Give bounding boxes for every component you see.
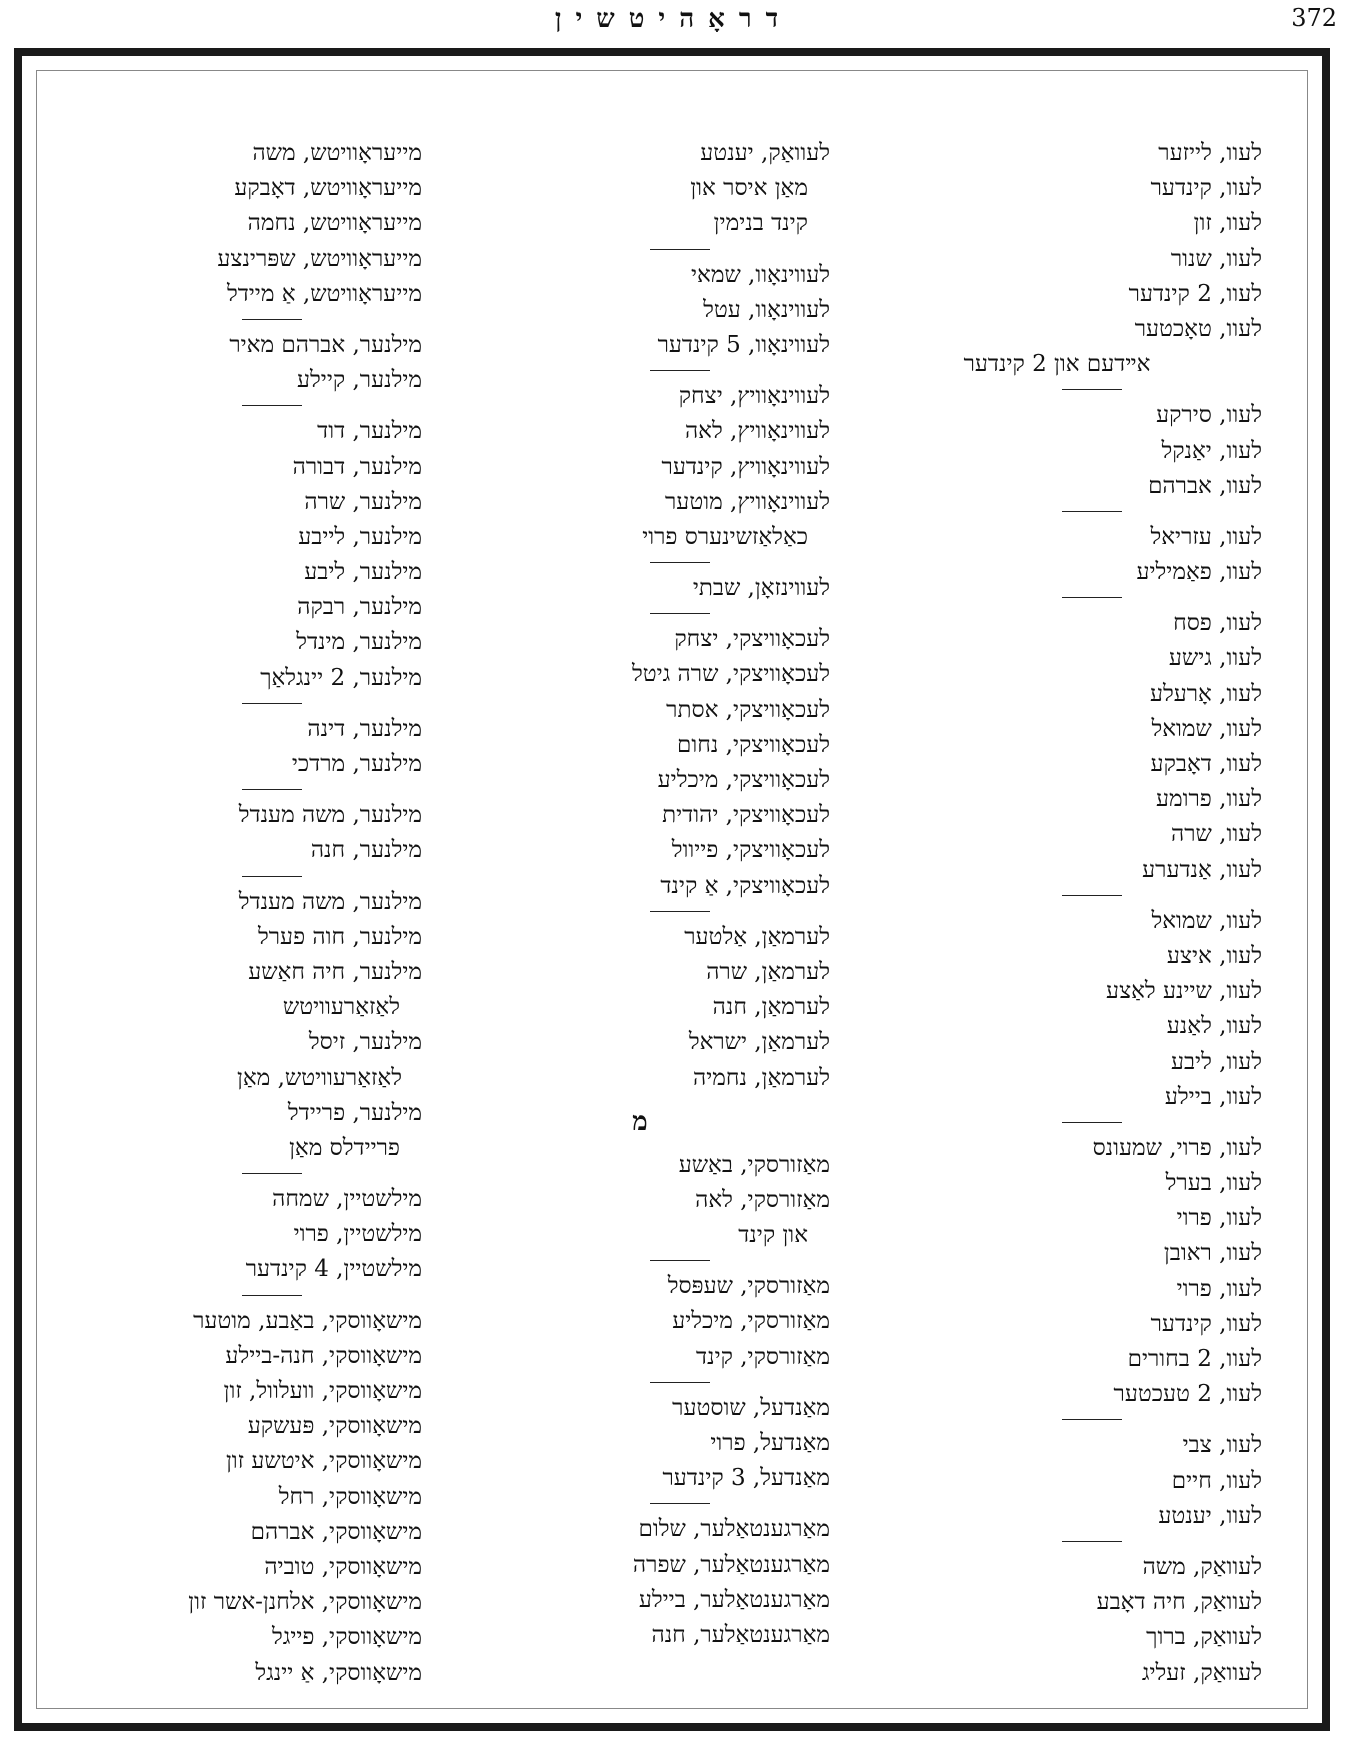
name-entry: מילנער, חיה חאַשע xyxy=(248,958,422,985)
name-entry: לעוו, גישע xyxy=(1168,645,1262,672)
name-entry: מייעראָוויטש, משה xyxy=(252,140,422,166)
name-entry: מילנער, אברהם מאיר xyxy=(229,331,422,358)
name-entry: מאַן איסר און xyxy=(690,175,808,202)
section-divider xyxy=(852,590,1262,606)
name-entry: לערמאַן, נחמיה xyxy=(693,1064,830,1091)
name-entry: מישאָווסקי, טוביה xyxy=(264,1553,422,1580)
name-entry: מאַרגענטאַלער, חנה xyxy=(651,1621,830,1648)
section-divider xyxy=(42,696,422,712)
name-entry: מייעראָוויטש, שפּרינצע xyxy=(217,245,422,272)
name-entry: לעוו, ליבע xyxy=(1170,1048,1262,1075)
name-entry: מילנער, ליבע xyxy=(304,559,422,586)
name-entry: מישאָווסקי, וועלוול, זון xyxy=(223,1378,422,1404)
name-entry: לעוו, שיינע לאַצע xyxy=(1106,978,1262,1005)
name-entry: מילנער, משה מענדל xyxy=(238,888,422,915)
section-divider xyxy=(450,555,830,571)
name-entry: לעוו, פרוי xyxy=(1176,1275,1262,1302)
section-divider xyxy=(852,1115,1262,1131)
name-entry: לעוו, 2 בחורים xyxy=(1127,1346,1262,1372)
name-entry: לעוו, טאָכטער xyxy=(1134,315,1262,342)
name-entry: מילנער, זיסל xyxy=(308,1029,422,1056)
name-entry: מילנער, קיילע xyxy=(297,367,422,394)
name-entry: לעכאָוויצקי, מיכליע xyxy=(657,767,830,793)
name-entry: פריידלס מאַן xyxy=(289,1134,400,1161)
name-entry: לעוו, שמואל xyxy=(1151,715,1262,742)
name-entry: לעוואַק, משה xyxy=(1142,1553,1262,1580)
section-divider xyxy=(852,1534,1262,1550)
name-entry: לעוו, אָרעלע xyxy=(1149,680,1262,707)
name-entry: מישאָווסקי, באַבע, מוטער xyxy=(193,1307,422,1334)
name-entry: לעוו, 2 טעכטער xyxy=(1113,1381,1262,1408)
name-entry: לעכאָוויצקי, יצחק xyxy=(674,626,830,653)
name-entry: מאַנדעל, שוסטער xyxy=(672,1394,830,1421)
name-entry: מילשטיין, 4 קינדער xyxy=(245,1256,422,1283)
name-entry: לעווינאָוו, עטל xyxy=(703,296,830,323)
name-entry: לעוואַק, חיה דאָבע xyxy=(1096,1589,1262,1616)
name-entry: לעוו, עזריאל xyxy=(1150,523,1262,550)
name-entry: לעוו, 2 קינדער xyxy=(1128,280,1262,307)
page-frame xyxy=(14,48,1330,1731)
section-divider xyxy=(42,1288,422,1304)
section-divider xyxy=(852,1412,1262,1428)
name-entry: מילנער, דוד xyxy=(317,418,422,445)
section-divider xyxy=(450,606,830,622)
name-entry: לעכאָוויצקי, אַ קינד xyxy=(660,872,830,899)
name-entry: מילנער, מרדכי xyxy=(291,751,422,777)
name-entry: מישאָווסקי, פייגל xyxy=(271,1624,422,1651)
name-entry: לאַזאַרעוויטש xyxy=(282,994,400,1021)
name-entry: מילנער, דבורה xyxy=(292,453,422,480)
name-entry: לעכאָוויצקי, אסתר xyxy=(666,696,830,723)
name-entry: לעוו, פסח xyxy=(1173,610,1262,637)
name-entry: מאַזורסקי, לאה xyxy=(695,1186,830,1213)
name-entry: לעוו, יאַנקל xyxy=(1161,437,1262,464)
name-entry: לעוואַק, יענטע xyxy=(700,140,830,166)
name-entry: מאַנדעל, פרוי xyxy=(710,1430,830,1456)
section-divider xyxy=(450,1253,830,1269)
name-entry: לערמאַן, ישראל xyxy=(688,1029,830,1056)
name-entry: מילשטיין, פרוי xyxy=(293,1221,422,1248)
page-header xyxy=(0,0,1347,44)
section-divider xyxy=(42,869,422,885)
name-entry: לעוו, פאַמיליע xyxy=(1136,559,1262,586)
name-entry: לעוו, אַנדערע xyxy=(1142,856,1262,883)
name-entry: מילנער, מינדל xyxy=(296,629,422,656)
name-entry: מישאָווסקי, רחל xyxy=(278,1483,422,1510)
section-divider xyxy=(450,363,830,379)
name-entry: לעוו, זון xyxy=(1193,210,1262,237)
column-middle xyxy=(450,136,830,1653)
name-entry: לעוו, שרה xyxy=(1171,821,1262,848)
name-entry: מילנער, לייבע xyxy=(298,523,422,550)
name-entry: לעווינאָוו, שמאי xyxy=(691,261,830,288)
name-entry: לעכאָוויצקי, יהודית xyxy=(662,802,830,829)
name-entry: לאַזאַרעוויטש, מאַן xyxy=(237,1064,402,1091)
name-entry: לעוו, צבי xyxy=(1182,1432,1262,1459)
name-entry: מייעראָוויטש, נחמה xyxy=(247,210,422,237)
section-divider xyxy=(42,782,422,798)
name-entry: מילנער, דינה xyxy=(307,715,422,742)
name-entry: מאַזורסקי, באַשע xyxy=(678,1151,830,1178)
name-entry: לעוו, קינדער xyxy=(1150,175,1262,202)
name-entry: אײדעם און 2 קינדער xyxy=(963,351,1151,378)
name-entry: לעוו, איצע xyxy=(1166,942,1262,969)
section-divider xyxy=(42,398,422,414)
name-entry: מילנער, פריידל xyxy=(287,1099,422,1126)
name-entry: לעוו, שנור xyxy=(1170,245,1262,272)
name-entry: מישאָווסקי, חנה-ביילע xyxy=(225,1342,422,1369)
name-entry: לעוו, יענטע xyxy=(1158,1502,1262,1529)
running-title: דראָהיטשין xyxy=(554,4,793,34)
name-entry: לערמאַן, אַלטער xyxy=(684,923,830,950)
name-entry: לעוו, ביילע xyxy=(1164,1083,1262,1110)
name-entry: לעכאָוויצקי, פייוול xyxy=(671,837,830,864)
section-divider xyxy=(450,904,830,920)
name-entry: מאַזורסקי, שעפּסל xyxy=(667,1273,830,1300)
section-divider xyxy=(42,1166,422,1182)
column-left xyxy=(42,136,422,1691)
name-entry: לערמאַן, שרה xyxy=(706,958,830,985)
name-entry: לעווינאָוויץ, מוטער xyxy=(665,488,830,515)
name-entry: לעכאָוויצקי, נחום xyxy=(677,731,830,758)
column-right xyxy=(852,136,1262,1691)
name-entry: לעוו, פרוי, שמעונס xyxy=(1092,1134,1262,1161)
name-entry: מאַרגענטאַלער, שפרה xyxy=(632,1551,830,1578)
name-entry: מילנער, שרה xyxy=(304,488,422,515)
name-entry: לעווינזאָן, שבתי xyxy=(692,575,830,602)
name-entry: מאַרגענטאַלער, ביילע xyxy=(638,1586,830,1613)
section-divider xyxy=(450,1375,830,1391)
name-entry: מילנער, משה מענדל xyxy=(238,802,422,829)
name-entry: לעוו, דאָבקע xyxy=(1150,751,1262,777)
name-entry: לעוואַק, זעליג xyxy=(1141,1659,1262,1686)
section-divider xyxy=(852,382,1262,398)
name-entry: לערמאַן, חנה xyxy=(712,994,830,1021)
name-entry: מייעראָוויטש, דאָבקע xyxy=(234,175,422,202)
name-entry: לעוו, לאַנע xyxy=(1166,1013,1262,1040)
name-entry: מישאָווסקי, אברהם xyxy=(250,1518,422,1545)
name-entry: לעוו, בערל xyxy=(1165,1170,1262,1197)
name-entry: מילנער, 2 יינגלאַך xyxy=(260,664,422,691)
section-divider xyxy=(852,504,1262,520)
name-entry: מאַזורסקי, מיכליע xyxy=(672,1308,830,1335)
name-entry: מילשטיין, שמחה xyxy=(272,1186,422,1213)
name-entry: לעווינאָוויץ, קינדער xyxy=(661,453,830,480)
name-entry: לעוו, לייזער xyxy=(1158,140,1262,166)
section-divider xyxy=(852,888,1262,904)
name-entry: לעווינאָוו, 5 קינדער xyxy=(657,331,830,358)
name-entry: מאַנדעל, 3 קינדער xyxy=(662,1465,830,1492)
name-entry: לעוו, פרומע xyxy=(1155,786,1262,813)
name-entry: מילנער, חנה xyxy=(310,837,422,864)
section-divider xyxy=(450,1496,830,1512)
name-entry: לעווינאָוויץ, לאה xyxy=(684,418,830,445)
name-entry: לעווינאָוויץ, יצחק xyxy=(678,383,830,410)
name-entry: לעוו, אברהם xyxy=(1148,472,1262,499)
name-entry: כאַלאַזשינערס פרוי xyxy=(642,523,808,550)
name-entry: מייעראָוויטש, אַ מיידל xyxy=(226,280,422,307)
name-entry: מאַרגענטאַלער, שלום xyxy=(638,1516,830,1543)
name-entry: מישאָווסקי, פּעשקע xyxy=(247,1413,422,1440)
name-entry: מישאָווסקי, אלחנן-אשר זון xyxy=(188,1589,422,1616)
name-entry: מאַזורסקי, קינד xyxy=(696,1343,830,1370)
name-entry: מילנער, רבקה xyxy=(297,594,422,621)
name-entry: און קינד xyxy=(738,1222,808,1249)
name-entry: לעוו, שמואל xyxy=(1151,907,1262,934)
name-entry: מישאָווסקי, איטשע זון xyxy=(225,1448,422,1475)
section-divider xyxy=(42,312,422,328)
name-entry: לעוו, קינדער xyxy=(1150,1310,1262,1337)
name-entry: מילנער, חוה פערל xyxy=(258,923,422,950)
name-entry: לעוואַק, ברוך xyxy=(1146,1624,1262,1651)
alphabet-letter-heading: מ xyxy=(632,1106,648,1137)
section-divider xyxy=(450,242,830,258)
name-entry: קינד בנימין xyxy=(713,210,808,237)
name-entry: לעכאָוויצקי, שרה גיטל xyxy=(631,661,830,688)
name-entry: מישאָווסקי, אַ יינגל xyxy=(255,1659,422,1686)
page-number: 372 xyxy=(1291,4,1337,32)
name-entry: לעוו, סירקע xyxy=(1156,402,1262,429)
name-entry: לעוו, ראובן xyxy=(1163,1240,1262,1267)
name-entry: לעוו, חיים xyxy=(1171,1467,1262,1494)
name-entry: לעוו, פרוי xyxy=(1176,1205,1262,1232)
